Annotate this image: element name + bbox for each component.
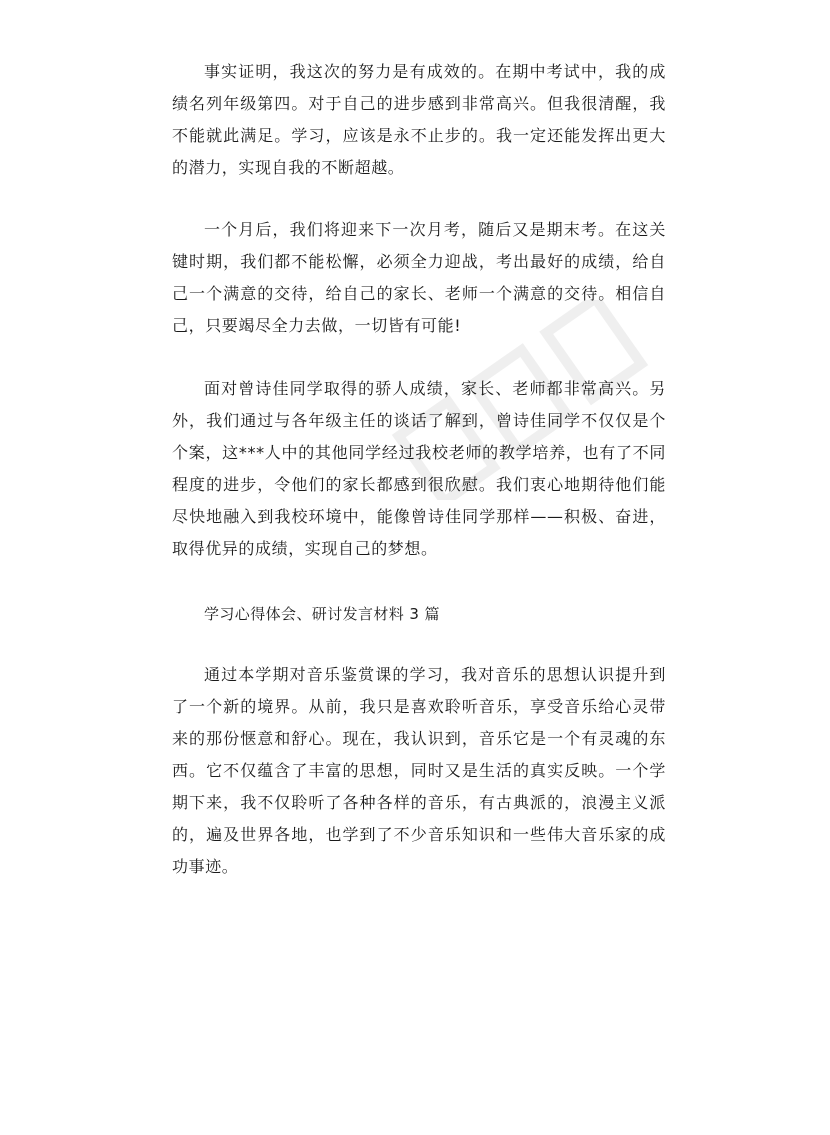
body-paragraph: 面对曾诗佳同学取得的骄人成绩，家长、老师都非常高兴。另外，我们通过与各年级主任的谈话了解到，曾诗佳同学不仅仅是个个案，这***人中的其他同学经过我校老师的教学培养，也有了不同程度的进步，令他们的家长都感到很欣慰。我们衷心地期待他们能尽快地融入到我校环境中，能像曾诗佳同学那样——积极、奋进，取得优异的成绩，实现自己的梦想。 [172,379,666,558]
section-heading: 学习心得体会、研讨发言材料 3 篇 [204,605,440,623]
body-paragraph: 事实证明，我这次的努力是有成效的。在期中考试中，我的成绩名列年级第四。对于自己的进步感到非常高兴。但我很清醒，我不能就此满足。学习，应该是永不止步的。我一定还能发挥出更大的潜力，实现自我的不断超越。 [172,62,666,177]
body-paragraph: 一个月后，我们将迎来下一次月考，随后又是期末考。在这关键时期，我们都不能松懈，必须全力迎战，考出最好的成绩，给自己一个满意的交待，给自己的家长、老师一个满意的交待。相信自己，只要竭尽全力去做，一切皆有可能! [172,220,666,335]
section-paragraph: 通过本学期对音乐鉴赏课的学习，我对音乐的思想认识提升到了一个新的境界。从前，我只是喜欢聆听音乐，享受音乐给心灵带来的那份惬意和舒心。现在，我认识到，音乐它是一个有灵魂的东西。它不仅蕴含了丰富的思想，同时又是生活的真实反映。一个学期下来，我不仅聆听了各种各样的音乐，有古典派的，浪漫主义派的，遍及世界各地，也学到了不少音乐知识和一些伟大音乐家的成功事迹。 [172,665,666,876]
